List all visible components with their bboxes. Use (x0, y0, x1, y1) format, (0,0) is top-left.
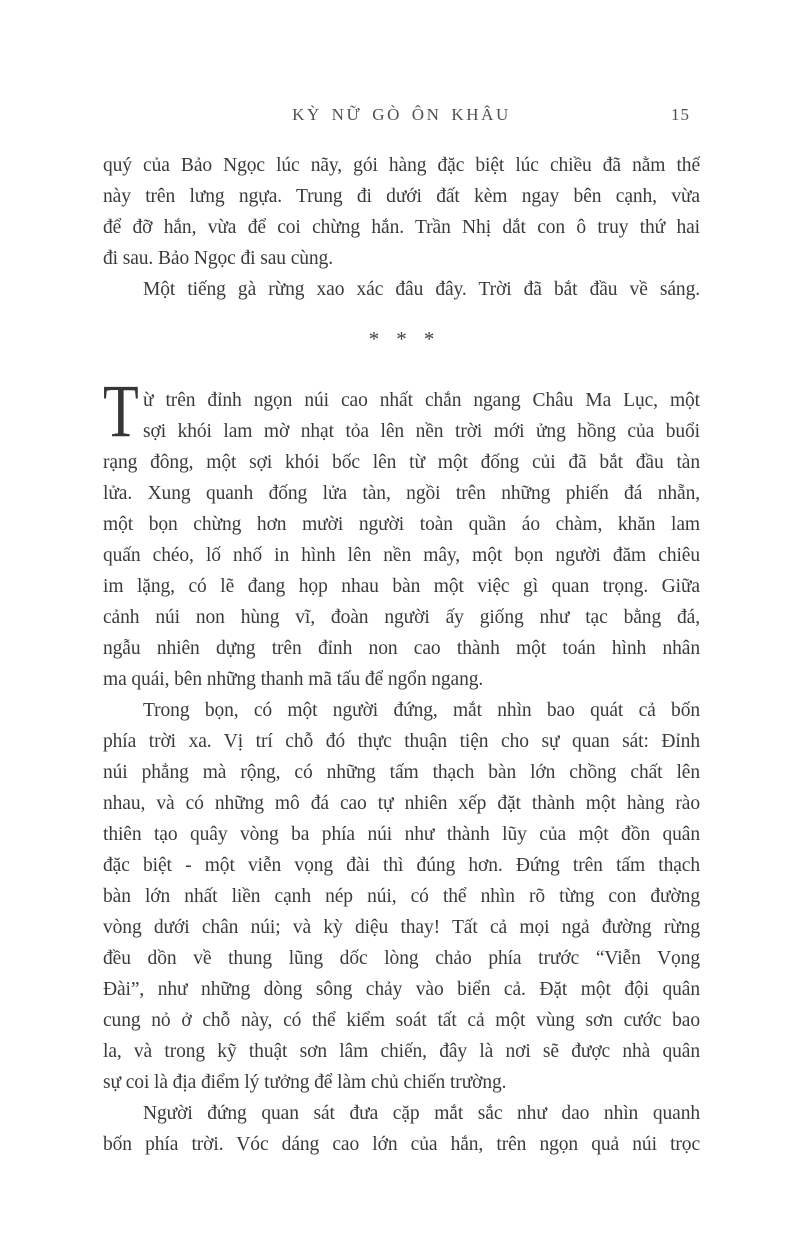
section-separator: * * * (368, 327, 435, 351)
text-line: sự coi là địa điểm lý tưởng để làm chủ chiến trường. (103, 1072, 507, 1093)
text-line: cung nỏ ở chỗ này, có thể kiểm soát tất cả một vùng sơn cước bao (103, 1010, 700, 1031)
text-line: đặc biệt - một viễn vọng đài thì đúng hơn. Đứng trên tấm thạch (103, 855, 700, 876)
text-line: Một tiếng gà rừng xao xác đâu đây. Trời đã bắt đầu về sáng. (143, 279, 700, 300)
text-line: Đài”, như những dòng sông chảy vào biển cả. Đặt một đội quân (103, 979, 700, 1000)
running-title: KỲ NỮ GÒ ÔN KHÂU (292, 105, 511, 124)
text-line: ngẫu nhiên dựng trên đỉnh non cao thành một toán hình nhân (103, 638, 700, 659)
text-line: để đỡ hắn, vừa để coi chừng hắn. Trần Nhị dắt con ô truy thứ hai (103, 217, 700, 238)
text-line: bàn lớn nhất liền cạnh nép núi, có thể nhìn rõ từng con đường (103, 886, 700, 907)
text-line: im lặng, có lẽ đang họp nhau bàn một việc gì quan trọng. Giữa (103, 576, 700, 597)
paragraph-3 (103, 370, 700, 695)
drop-cap: T (103, 370, 139, 453)
paragraph-5 (103, 1098, 700, 1160)
text-line: ừ trên đỉnh ngọn núi cao nhất chắn ngang Châu Ma Lục, một (143, 390, 700, 411)
text-line: vòng dưới chân núi; và kỳ diệu thay! Tất cả mọi ngả đường rừng (103, 917, 700, 938)
text-line: đi sau. Bảo Ngọc đi sau cùng. (103, 248, 333, 269)
text-line: bốn phía trời. Vóc dáng cao lớn của hắn, trên ngọn quả núi trọc (103, 1134, 700, 1155)
paragraph-1 (103, 150, 700, 274)
text-line: lửa. Xung quanh đống lửa tàn, ngồi trên những phiến đá nhẵn, (103, 483, 700, 504)
paragraph-4 (103, 695, 700, 1098)
text-line: thiên tạo quây vòng ba phía núi như thành lũy của một đồn quân (103, 824, 700, 845)
text-line: rạng đông, một sợi khói bốc lên từ một đống củi đã bắt đầu tàn (103, 452, 700, 473)
text-line: la, và trong kỹ thuật sơn lâm chiến, đây là nơi sẽ được nhà quân (103, 1041, 700, 1062)
text-line: một bọn chừng hơn mười người toàn quần áo chàm, khăn lam (103, 514, 700, 535)
body-text (103, 150, 700, 1160)
text-line: quấn chéo, lố nhố in hình lên nền mây, một bọn người đăm chiêu (103, 545, 700, 566)
text-line: Trong bọn, có một người đứng, mắt nhìn bao quát cả bốn (143, 700, 700, 721)
page-number: 15 (671, 105, 690, 124)
page-header (103, 104, 700, 126)
text-line: phía trời xa. Vị trí chỗ đó thực thuận tiện cho sự quan sát: Đỉnh (103, 731, 700, 752)
text-line: ma quái, bên những thanh mã tấu để ngổn ngang. (103, 669, 484, 690)
text-line: này trên lưng ngựa. Trung đi dưới đất kèm ngay bên cạnh, vừa (103, 186, 700, 207)
text-line: cảnh núi non hùng vĩ, đoàn người ấy giống như tạc bằng đá, (103, 607, 700, 628)
book-page (103, 0, 700, 1160)
text-line: quý của Bảo Ngọc lúc nãy, gói hàng đặc biệt lúc chiều đã nằm thế (103, 155, 700, 176)
text-line: sợi khói lam mờ nhạt tỏa lên nền trời mới ửng hồng của buổi (143, 421, 700, 442)
text-line: Người đứng quan sát đưa cặp mắt sắc như dao nhìn quanh (143, 1103, 700, 1124)
text-line: núi phẳng mà rộng, có những tấm thạch bàn lớn chồng chất lên (103, 762, 700, 783)
text-line: đều dồn về thung lũng dốc lòng chảo phía trước “Viễn Vọng (103, 948, 700, 969)
paragraph-2 (103, 274, 700, 305)
text-line: nhau, và có những mô đá cao tự nhiên xếp đặt thành một hàng rào (103, 793, 700, 814)
